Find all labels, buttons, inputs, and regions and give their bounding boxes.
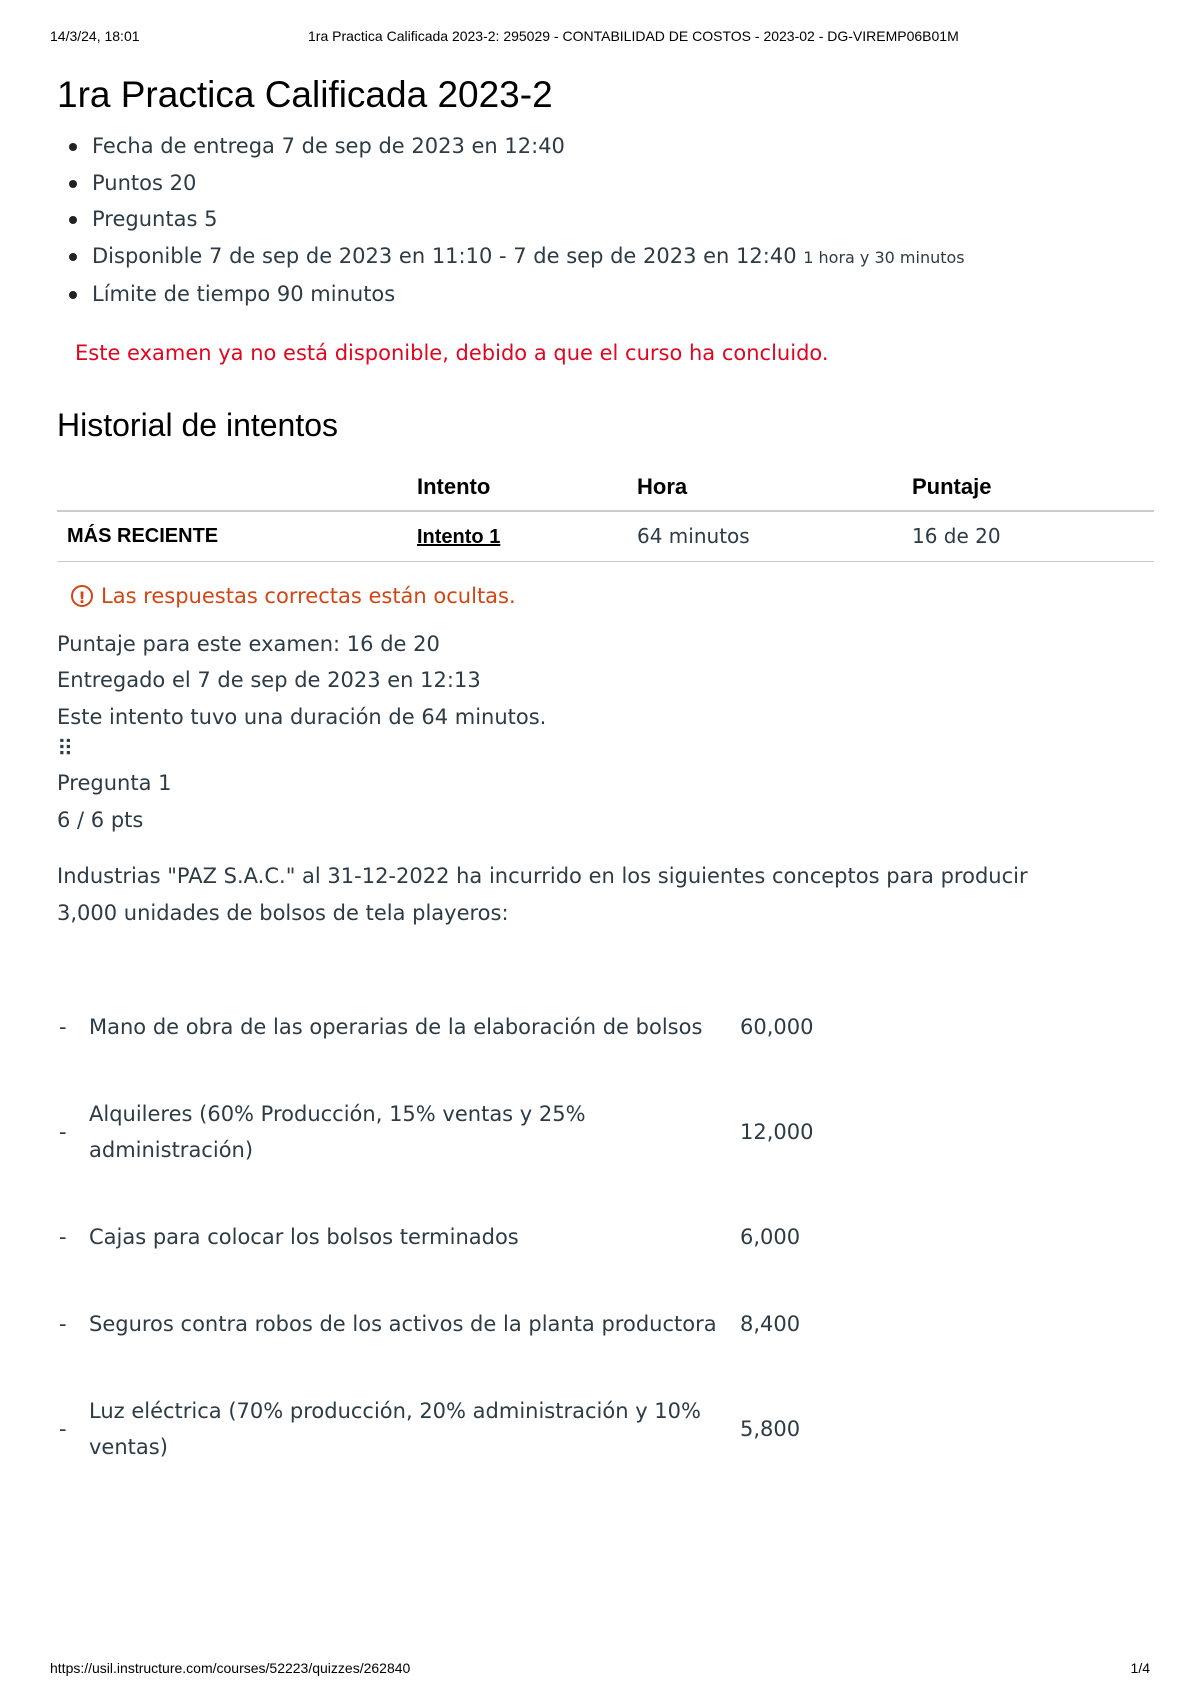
table-row: - Seguros contra robos de los activos de la planta productora 8,400 [57, 1306, 941, 1343]
concept-amount: 6,000 [740, 1225, 801, 1249]
concept-description: Alquileres (60% Producción, 15% ventas y 25% administración) [89, 1102, 586, 1162]
detail-available: Disponible 7 de sep de 2023 en 11:10 - 7 de sep de 2023 en 12:40 1 hora y 30 minutos [69, 238, 1150, 277]
detail-time-limit: Límite de tiempo 90 minutos [69, 276, 1150, 313]
column-header-label [57, 466, 407, 511]
concept-amount: 12,000 [740, 1120, 814, 1144]
concept-amount: 60,000 [740, 1015, 814, 1039]
warning-text: Las respuestas correctas están ocultas. [101, 583, 516, 608]
print-date: 14/3/24, 18:01 [50, 28, 140, 44]
attempt-summary [57, 626, 1150, 839]
column-header-score: Puntaje [902, 466, 1154, 511]
question-title: Pregunta 1 [57, 771, 172, 795]
score-line: Puntaje para este examen: 16 de 20 [57, 631, 440, 656]
detail-due-date: Fecha de entrega 7 de sep de 2023 en 12:40 [69, 128, 1150, 165]
print-footer [50, 1660, 1150, 1676]
bullet-icon [69, 216, 77, 224]
concept-description: Mano de obra de las operarias de la elaboración de bolsos [89, 1015, 703, 1039]
duration-line: Este intento tuvo una duración de 64 minutos. [57, 704, 547, 729]
quiz-content [57, 74, 1150, 1466]
concept-amount: 8,400 [740, 1312, 801, 1336]
question-text: Industrias "PAZ S.A.C." al 31-12-2022 ha incurrido en los siguientes conceptos para producir 3,000 unidades de bolsos de tela playeros: [57, 864, 1028, 925]
drag-handle-icon[interactable]: ⠿ [57, 737, 72, 762]
concept-description: Seguros contra robos de los activos de la planta productora [89, 1312, 717, 1336]
table-row: - Luz eléctrica (70% producción, 20% administración y 10% ventas) 5,800 [57, 1393, 941, 1466]
print-doc-title: 1ra Practica Calificada 2023-2: 295029 - CONTABILIDAD DE COSTOS - 2023-02 - DG-VIREMP06B01M [308, 28, 959, 44]
concept-amount: 5,800 [740, 1417, 801, 1441]
unavailable-message: Este examen ya no está disponible, debido a que el curso ha concluido. [75, 340, 829, 365]
page-number: 1/4 [1130, 1660, 1150, 1676]
history-title: Historial de intentos [57, 406, 339, 443]
concepts-table [57, 1009, 941, 1466]
bullet-icon [69, 253, 77, 261]
table-row [57, 511, 1154, 562]
submitted-line: Entregado el 7 de sep de 2023 en 12:13 [57, 668, 481, 692]
attempt-time: 64 minutos [627, 511, 902, 562]
alert-circle-icon: ! [71, 585, 93, 607]
page-title: 1ra Practica Calificada 2023-2 [57, 74, 553, 115]
table-row: - Alquileres (60% Producción, 15% ventas y 25% administración) 12,000 [57, 1096, 941, 1169]
hidden-answers-warning [71, 584, 1150, 608]
table-row: - Cajas para colocar los bolsos terminados 6,000 [57, 1219, 941, 1256]
attempt-link[interactable]: Intento 1 [417, 525, 501, 548]
table-row: - Mano de obra de las operarias de la elaboración de bolsos 60,000 [57, 1009, 941, 1046]
question-points: 6 / 6 pts [57, 807, 144, 832]
concept-description: Cajas para colocar los bolsos terminados [89, 1225, 519, 1249]
table-header-row [57, 466, 1154, 511]
bullet-icon [69, 180, 77, 188]
concept-description: Luz eléctrica (70% producción, 20% administración y 10% ventas) [89, 1399, 701, 1459]
bullet-icon [69, 291, 77, 299]
column-header-time: Hora [627, 466, 902, 511]
bullet-icon [69, 143, 77, 151]
latest-label: MÁS RECIENTE [57, 511, 407, 562]
print-url: https://usil.instructure.com/courses/52223/quizzes/262840 [50, 1660, 411, 1676]
detail-questions: Preguntas 5 [69, 201, 1150, 238]
attempt-score: 16 de 20 [902, 511, 1154, 562]
column-header-attempt: Intento [407, 466, 627, 511]
attempt-history-table [57, 466, 1154, 562]
detail-points: Puntos 20 [69, 165, 1150, 202]
quiz-details-list [57, 128, 1150, 313]
